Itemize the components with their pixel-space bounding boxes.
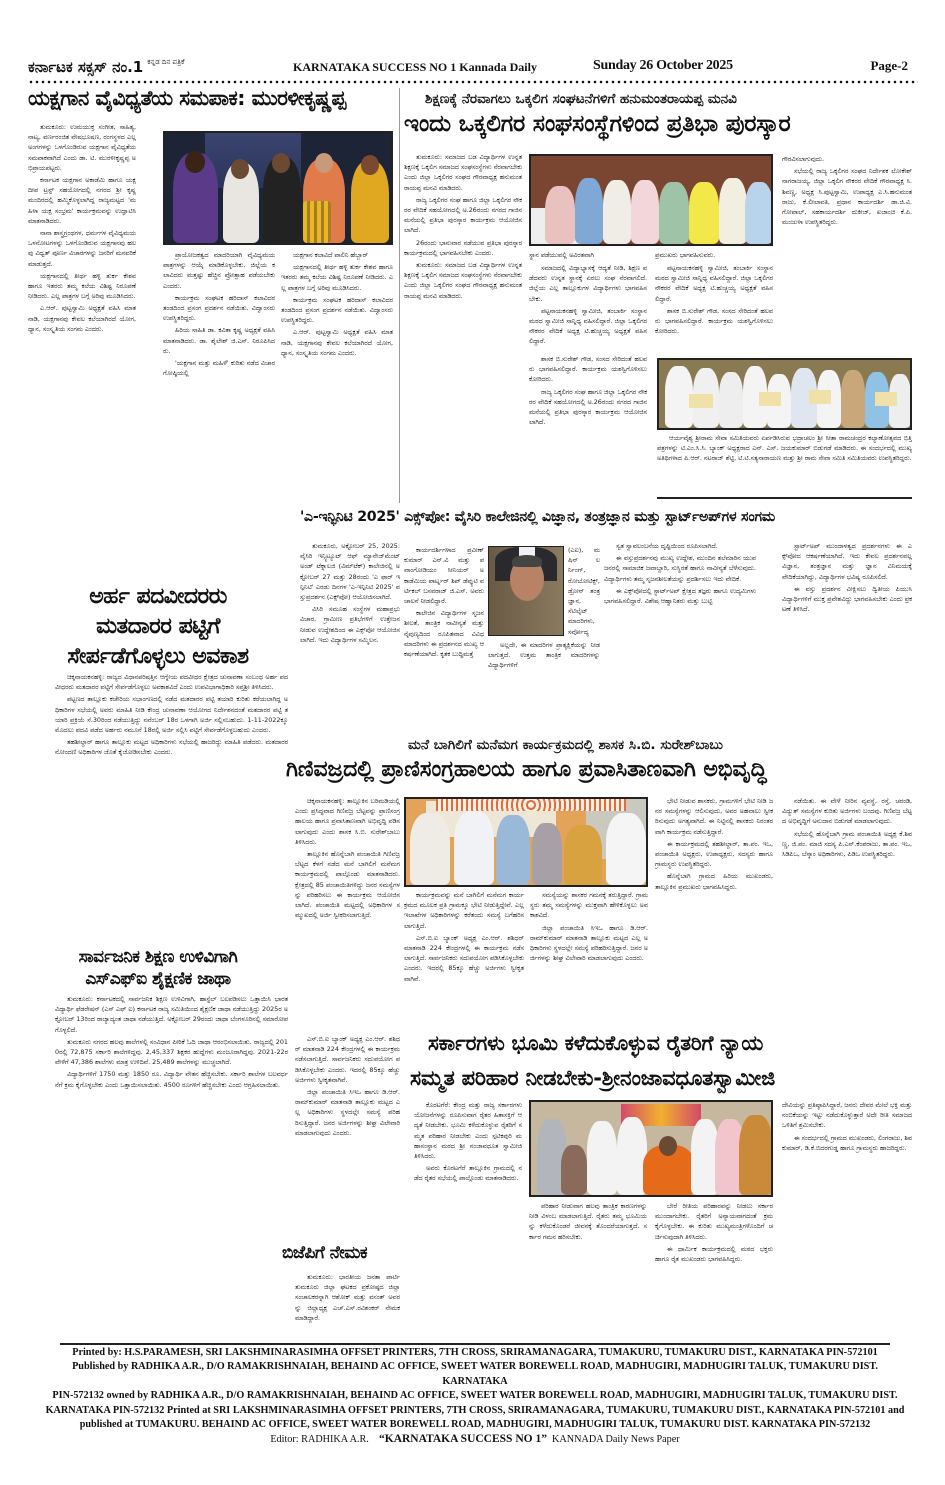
masthead-dotted-rule bbox=[28, 80, 918, 84]
farmers-headline-line2: ಸಮ್ಮತ ಪರಿಹಾರ ನೀಡಬೇಕು-ಶ್ರೀನಂಜಾವಧೂತಸ್ವಾಮೀಜಿ bbox=[410, 1066, 776, 1090]
okkaliga-caption-right: ಪ್ರಮುಖರು ಭಾಗವಹಿಸುವರು. bbox=[655, 251, 716, 259]
expo-body-col1 bbox=[300, 541, 400, 711]
paragraph: ಎಸ್.ಬಿ.ಐ ಬ್ಯಾಂಕ್ ಅಧ್ಯಕ್ಷ ಎಂ.ಆರ್. ಶಶಿಧರ್ ಮಾತನಾಡಿ 224 ಕೇಂದ್ರಗಳಲ್ಲಿ ಈ ಕಾರ್ಯಕ್ರಮ ನಡೆಸಲಾಗುತ್ತಿದೆ. ಸಾರ್ವಜನಿಕರು ಸದುಪಯೋಗ ಪಡಿಸಿಕೊಳ್ಳಬೇಕು ಎಂದರು. ಇದರಲ್ಲಿ 85ಕ್ಕೂ ಹೆಚ್ಚು ಅರ್ಜಿಗಳು ಸ್ವೀಕೃತವಾಗಿವೆ. bbox=[295, 1035, 400, 1084]
poster-prop bbox=[809, 390, 831, 404]
paragraph: ಚಿಕ್ಕನಾಯಕನಹಳ್ಳಿ: ತಾಲ್ಲೂಕಿನ ಬರಿಮಡಿಯಲ್ಲಿ ಎಂದು ಪ್ರಸಿದ್ಧವಾದ ಗಿಣಿವಜ್ರ ಬೆಟ್ಟವನ್ನು ಪ್ರಾಣಿಸಂಗ್ರಹಾಲಯ ಹಾಗೂ ಪ್ರವಾಸಿತಾಣವಾಗಿ ಅಭಿವೃದ್ಧಿ ಪಡಿಸಲಾಗುವುದು ಎಂದು ಶಾಸಕ ಸಿ.ಬಿ. ಸುರೇಶ್‌ಬಾಬು ತಿಳಿಸಿದರು. bbox=[295, 797, 400, 846]
paragraph: ತುಮಕೂರು: ಸಮಾಜದ ಬಡ ವಿದ್ಯಾರ್ಥಿಗಳ ಉನ್ನತ ಶಿಕ್ಷಣಕ್ಕೆ ಒಕ್ಕಲಿಗ ಸಮಾಜದ ಸಂಘಸಂಸ್ಥೆಗಳು ನೆರವಾಗಬೇಕು ಎಂದು ಜಿಲ್ಲಾ ಒಕ್ಕಲಿಗರ ಸಂಘದ ಗೌರವಾಧ್ಯಕ್ಷ ಹನುಮಂತರಾಯಪ್ಪ ಮನವಿ ಮಾಡಿದರು. bbox=[404, 261, 522, 300]
okkaliga-body-col3 bbox=[782, 154, 912, 354]
paragraph: ಸ್ವತ ಸ್ವಾವಲಂಬನೆಯ ದೃಷ್ಟಿಯಿಂದ ರೂಪಿಸಲಾಗಿದೆ. bbox=[616, 542, 718, 550]
farmers-body-col3 bbox=[655, 1201, 773, 1338]
paragraph: ಈ ಕಾರ್ಯಕ್ರಮದಲ್ಲಿ ತಹಶೀಲ್ದಾರ್, ತಾ.ಪಂ. ಇಒ, ಪಂಚಾಯಿತಿ ಅಧ್ಯಕ್ಷರು, ಉಪಾಧ್ಯಕ್ಷರು, ಸದಸ್ಯರು ಹಾಗೂ ಗ್ರಾಮಸ್ಥರು ಉಪಸ್ಥಿತರಿದ್ದರು. bbox=[655, 839, 773, 869]
expo-body-col4 bbox=[604, 541, 756, 711]
paragraph: ಎ.ಆರ್. ಪುಟ್ಟಸ್ವಾಮಿ ಅಧ್ಯಕ್ಷತೆ ವಹಿಸಿ ಮಾತನಾಡಿ, ಯಕ್ಷಗಾನವು ಕೇವಲ ಕಲೆಯಾಗಿರದೆ ಯೋಗ, ಧ್ಯಾನ, ಸಂಸ್ಕೃತಿಯ ಸಂಗಮ ಎಂದರು. bbox=[28, 304, 136, 333]
person-figure bbox=[719, 372, 743, 428]
okkaliga-body-col2b bbox=[655, 263, 773, 351]
museum-kicker: ಮನೆ ಬಾಗಿಲಿಗೆ ಮನೆಮಗ ಕಾರ್ಯಕ್ರಮದಲ್ಲಿ ಶಾಸಕ ಸಿ.ಬಿ. ಸುರೇಶ್‌ಬಾಬು bbox=[408, 737, 723, 753]
paragraph: ಕರ್ನಾಟಕ ಯಕ್ಷಗಾನ ಅಕಾಡೆಮಿ ಹಾಗೂ ಯಕ್ಷದೀಪ ಟ್ರಸ್ಟ್ ಸಹಯೋಗದಲ್ಲಿ ನಗರದ ಶ್ರೀ ಕೃಷ್ಣ ಮಂದಿರದಲ್ಲಿ ಹಮ್ಮಿಕೊಳ್ಳಲಾಗಿದ್ದ ರಾಜ್ಯಮಟ್ಟದ 'ಮಹಿಳಾ ಯಕ್ಷ ಸಂಭ್ರಮ' ಕಾರ್ಯಕ್ರಮವನ್ನು ಉದ್ಘಾಟಿಸಿ ಮಾತನಾಡಿದರು. bbox=[28, 176, 136, 225]
paragraph: ಪಟ್ಟನಾಯಕನಹಳ್ಳಿ ಸ್ವಾಮೀಜಿ, ತಂಬಾರ್ಕಿ ಸಂಸ್ಥಾನ ಮಠದ ಸ್ವಾಮೀಜಿ ಸಾನ್ನಿಧ್ಯ ವಹಿಸಲಿದ್ದಾರೆ. ಜಿಲ್ಲಾ ಒಕ್ಕಲಿಗರ ನೌಕರರ ವೇದಿಕೆ ಅಧ್ಯಕ್ಷ ಟಿ.ಹುಚ್ಚಯ್ಯ ಅಧ್ಯಕ್ಷತೆ ವಹಿಸಲಿದ್ದಾರೆ. bbox=[655, 264, 773, 303]
expo-body-col3 bbox=[488, 640, 600, 712]
yakshagana-body-col2 bbox=[163, 250, 275, 550]
person-head bbox=[231, 159, 249, 179]
museum-body-col2 bbox=[404, 890, 524, 1025]
museum-body-continued bbox=[295, 1034, 400, 1238]
person-figure bbox=[561, 1145, 587, 1195]
museum-body-col1 bbox=[295, 796, 400, 1028]
paragraph: ಕಾಲೇಜಿನ ವಿದ್ಯಾರ್ಥಿಗಳ ಸೃಜನಶೀಲತೆ, ತಾಂತ್ರಿಕ ನಾವೀನ್ಯತೆ ಮತ್ತು ನೈಪುಣ್ಯದಿಂದ ರೂಪಿತವಾದ ವಿವಿಧ ಮಾದರಿಗಳು ಈ ಪ್ರದರ್ಶನದ ಮುಖ್ಯ ಆಕರ್ಷಣೆಯಾಗಿದೆ. ಕೃತಕ ಬುದ್ಧಿಮತ್ತೆ bbox=[404, 609, 484, 659]
farmers-headline-line1: ಸರ್ಕಾರಗಳು ಭೂಮಿ ಕಳೆದುಕೊಳ್ಳುವ ರೈತರಿಗೆ ನ್ಯಾಯ bbox=[428, 1031, 764, 1055]
person-figure bbox=[739, 1115, 773, 1195]
paragraph: ತುಮಕೂರು ನಗರದ ಹಲವು ಶಾಲೆಗಳಲ್ಲಿ ಸಂವಿಧಾನ ಪೀಠಿಕೆ ಓದಿ ಜಾಥಾ ಆರಂಭಿಸಲಾಯಿತು. ರಾಜ್ಯದಲ್ಲಿ 2010ರಲ್ಲಿ 72,875 ಸರ್ಕಾರಿ ಶಾಲೆಗಳಿದ್ದವು. 2,45,337 ಶಿಕ್ಷಕರ ಹುದ್ದೆಗಳು ಮಂಜೂರಾಗಿದ್ದವು. 2021-22ರ ವೇಳೆಗೆ 47,386 ಶಾಲೆಗಳು ಮಾತ್ರ ಉಳಿದಿವೆ. 25,489 ಶಾಲೆಗಳನ್ನು ಮುಚ್ಚಲಾಗಿದೆ. bbox=[55, 1037, 288, 1067]
ramaseva-photo bbox=[657, 358, 912, 430]
museum-headline: ಗಿಣಿವಜ್ರದಲ್ಲಿ ಪ್ರಾಣಿಸಂಗ್ರಹಾಲಯ ಹಾಗೂ ಪ್ರವಾಸಿತಾಣವಾಗಿ ಅಭಿವೃದ್ಧಿ bbox=[286, 756, 767, 782]
expo-body-col3a bbox=[568, 545, 600, 637]
paragraph: ಸಭೆಯಲ್ಲಿ ರಾಜ್ಯ ಒಕ್ಕಲಿಗರ ಸಂಘದ ನಿರ್ದೇಶಕ ಲೋಕೇಶ್ ನಾಗರಾಜಯ್ಯ, ಜಿಲ್ಲಾ ಒಕ್ಕಲಿಗ ನೌಕರರ ವೇದಿಕೆ ಗೌರವಾಧ್ಯಕ್ಷ ಸಿ.ಶಿವಣ್ಣ, ಅಧ್ಯಕ್ಷ ಸಿ.ಪುಟ್ಟಸ್ವಾಮಿ, ಉಪಾಧ್ಯಕ್ಷ ಎ.ಸಿ.ಹನುಮಂತರಾಜು, ಕೆ.ಲೀಲಾವತಿ, ಪ್ರಧಾನ ಕಾರ್ಯದರ್ಶಿ ಡಾ.ಜಿ.ವಿ.ಗೋಪಾಲ್, ಸಹಕಾರ್ಯದರ್ಶಿ ದುಕೀಜ್, ಖಜಾಂಚಿ ಕೆ.ಪಿ.ಮಂಜುಳಾ ಉಪಸ್ಥಿತರಿದ್ದರು. bbox=[782, 167, 912, 227]
paragraph: ಕಾರ್ಯಕ್ರಮವನ್ನು ಮನೆ ಬಾಗಿಲಿಗೆ ಮನೆಮಗ ಕಾರ್ಯಕ್ರಮದ ಮೂಲಕ ಪ್ರತಿ ಗ್ರಾಮಕ್ಕೂ ಭೇಟಿ ನೀಡುತ್ತಿದ್ದೇವೆ. ಎಲ್ಲ ಇಲಾಖೆಗಳ ಅಧಿಕಾರಿಗಳನ್ನು ಕರೆತಂದು ಸಮಸ್ಯೆ ಬಗೆಹರಿಸಲಾಗುತ್ತಿದೆ. bbox=[404, 891, 524, 930]
paragraph: ಕಾರ್ಯಕ್ರಮ ಸಂಘಟಕ ಹರಿದಾಸ್ ಕಲಾವಿದರ ತಂಡದಿಂದ ಪ್ರಸಂಗ ಪ್ರದರ್ಶನ ನಡೆಯಿತು. ವಿದ್ವಾಂಸರು ಉಪಸ್ಥಿತರಿದ್ದರು. bbox=[163, 293, 275, 323]
imprint-footer bbox=[40, 1346, 910, 1448]
farmers-photo bbox=[529, 1100, 773, 1197]
person-figure bbox=[545, 186, 575, 244]
person-figure bbox=[564, 825, 602, 885]
headline-line: ಅರ್ಹ ಪದವೀದರರು bbox=[89, 584, 227, 609]
paragraph: ಶಾಸಕ ಬಿ.ಸುರೇಶ್ ಗೌಡ, ಸಂಸದ ಸೇರಿದಂತೆ ಹಲವರು ಭಾಗವಹಿಸಲಿದ್ದಾರೆ. ಕಾರ್ಯಕ್ರಮ ಯಶಸ್ವಿಗೊಳಿಸಲು ಕೋರಿದರು. bbox=[655, 306, 773, 336]
paragraph: ತುಮಕೂರು, ಅಕ್ಟೋಬರ್ 25, 2025: ವೈಸಿರಿ ಇನ್ಸ್ಟಿಟ್ಯೂಟ್ ಆಫ್ ಮ್ಯಾನೇಜ್‌ಮೆಂಟ್ ಅಂಡ್ ಟೆಕ್ನಾಲಜಿ (ವಿಮ್‌ಟೆಕ್) ಕಾಲೇಜಿನಲ್ಲಿ ಅಕ್ಟೋಬರ್ 27 ಮತ್ತು 28ರಂದು 'ಎ ಫಾರ್ ಇನ್ಫಿನಿಟಿ' ಎರಡು ದಿನಗಳ 'ಎ-ಇನ್ಫಿನಿಟಿ 2025' ವಸ್ತುಪ್ರದರ್ಶನ (ಎಕ್ಸ್‌ಪೋ) ಆಯೋಜಿಸಲಾಗಿದೆ. bbox=[300, 542, 400, 602]
page-number: Page-2 bbox=[870, 58, 908, 73]
paragraph: ಈ ವಸ್ತು ಪ್ರದರ್ಶನ ವೀಕ್ಷಿಸಲು ದ್ವಿತೀಯ ಪಿಯುಸಿ ವಿದ್ಯಾರ್ಥಿಗಳಿಗೆ ಮುಕ್ತ ಪ್ರವೇಶವಿದ್ದು ಭಾಗವಹಿಸಬೇಕು ಎಂದು ಪ್ರಕಟಣೆ ತಿಳಿಸಿದೆ. bbox=[782, 584, 912, 614]
paragraph: ರಾಜ್ಯ ಒಕ್ಕಲಿಗರ ಸಂಘ ಹಾಗೂ ಜಿಲ್ಲಾ ಒಕ್ಕಲಿಗರ ನೌಕರರ ವೇದಿಕೆ ಸಹಯೋಗದಲ್ಲಿ ಅ.26ರಂದು ನಗರದ ಗಾಜಿನಮನೆಯಲ್ಲಿ ಪ್ರತಿಭಾ ಪುರಸ್ಕಾರ ಕಾರ್ಯಕ್ರಮ ಆಯೋಜಿಸಲಾಗಿದೆ. bbox=[404, 195, 522, 235]
paragraph: ಸಮಸ್ಯೆಯನ್ನು ಶಾಸಕರ ಗಮನಕ್ಕೆ ತರುತ್ತಿದ್ದಾರೆ. ಗ್ರಾಮಸ್ಥರು ತಮ್ಮ ಸಮಸ್ಯೆಗಳನ್ನು ಮುಕ್ತವಾಗಿ ಹೇಳಿಕೊಳ್ಳಲು ಅವಕಾಶವಿದೆ. bbox=[530, 891, 648, 920]
yakshagana-headline: ಯಕ್ಷಗಾನ ವೈವಿಧ್ಯತೆಯ ಸಮಪಾಕ: ಮುರಳೀಕೃಷ್ಣಪ್ಪ bbox=[28, 86, 346, 110]
sfi-body bbox=[55, 994, 288, 1339]
imprint-line: KARNATAKA PIN-572132 Printed at SRI LAKSHMINARASIMHA OFFSET PRINTERS, 7TH CROSS, SRIRAMANAGARA, TUMAKURU, TUMAKURU DIST., KARNATAKA PIN-572101 and bbox=[45, 1404, 905, 1416]
person-figure bbox=[603, 180, 631, 244]
paragraph: ಈ ಸಂದರ್ಭದಲ್ಲಿ ಗ್ರಾಮದ ಮುಖಂಡರು, ಲಿಂಗರಾಜು, ಶಿವಕುಮಾರ್, ಡಿ.ಕೆ.ಬಿದರಗುಡ್ಡ ಹಾಗೂ ಗ್ರಾಮಸ್ಥರು ಹಾಜರಿದ್ದರು. bbox=[782, 1133, 912, 1152]
person-figure bbox=[532, 823, 562, 885]
voters-headline bbox=[28, 582, 288, 672]
person-figure bbox=[689, 182, 719, 244]
paragraph: ಈ ಎಕ್ಸ್‌ಪೋದಲ್ಲಿ ಸ್ಟಾರ್ಟ್ಅಪ್ ಕ್ಷೇತ್ರದ ತಜ್ಞರು ಹಾಗೂ ಉದ್ಯಮಿಗಳು ಭಾಗವಹಿಸಲಿದ್ದಾರೆ. ವಿಶೇಷ ಆಹ್ವಾನಿತರು ಮತ್ತು ಬುಟ್ಟಿ bbox=[604, 586, 756, 606]
farmers-body-col4 bbox=[782, 1100, 912, 1338]
paragraph: 'ಯಕ್ಷಗಾನ ಮತ್ತು ಮಹಿಳೆ' ಕುರಿತು ನಡೆದ ವಿಚಾರಗೋಷ್ಠಿಯಲ್ಲಿ bbox=[163, 359, 275, 378]
paragraph: ಪರಿಹಾರ ನೀಡುವಾಗ ಹಲವು ತಾಂತ್ರಿಕ ಕಾರಣಗಳನ್ನು ನೀಡಿ ವಿಳಂಬ ಮಾಡಲಾಗುತ್ತಿದೆ. ರೈತರು ತಮ್ಮ ಭೂಮಿಯನ್ನು ಕಳೆದುಕೊಂಡರೆ ಜೀವನಕ್ಕೆ ತೊಂದರೆಯಾಗುತ್ತದೆ. ಸರ್ಕಾರ ಗಮನ ಹರಿಸಬೇಕು. bbox=[529, 1202, 647, 1241]
person-head bbox=[315, 153, 333, 173]
person-figure bbox=[496, 815, 530, 885]
yakshagana-body-col1 bbox=[28, 122, 136, 552]
person-head bbox=[659, 1136, 677, 1156]
paragraph: ಪ್ರಾಯೋಜಕತ್ವದ ಮಾದರಿಯಾಗಿ ವೈವಿಧ್ಯಮಯ ಪಾತ್ರಗಳನ್ನು ಆಯ್ಕೆ ಮಾಡಿಕೊಳ್ಳಬೇಕು. ಜಿಲ್ಲೆಯ ಕಲಾವಿದರು ಮತ್ತಷ್ಟು ಹೆಚ್ಚಿನ ಪ್ರೋತ್ಸಾಹ ಪಡೆಯಬೇಕು ಎಂದರು. bbox=[163, 251, 275, 290]
headline-line: ಎಸ್‌ಎಫ್‌ಐ ಶೈಕ್ಷಣಿಕ ಜಾಥಾ bbox=[85, 969, 231, 989]
museum-body-col3 bbox=[530, 890, 648, 1025]
person-figure bbox=[606, 813, 646, 885]
paragraph: ಕೊರಟಗೆರೆ: ಕೇಂದ್ರ ಮತ್ತು ರಾಜ್ಯ ಸರ್ಕಾರಗಳು ಯೋಜನೆಗಳನ್ನು ರೂಪಿಸುವಾಗ ರೈತರ ಹಿತಾಸಕ್ತಿಗೆ ಆದ್ಯತೆ ನೀಡಬೇಕು. ಭೂಮಿ ಕಳೆದುಕೊಳ್ಳುವ ರೈತರಿಗೆ ಸಮ್ಮತ ಪರಿಹಾರ ನೀಡಬೇಕು ಎಂದು ಸ್ಫಟಿಕಪುರಿ ಮಹಾಸಂಸ್ಥಾನ ಮಠದ ಶ್ರೀ ನಂಜಾವಧೂತ ಸ್ವಾಮೀಜಿ ತಿಳಿಸಿದರು. bbox=[414, 1101, 522, 1161]
paragraph: ಪಟ್ಟಣದ ತಾಲ್ಲೂಕು ಕಚೇರಿಯ ಸಭಾಂಗಣದಲ್ಲಿ ನಡೆದ ಮತದಾರರ ಪಟ್ಟಿ ತಯಾರಿ ಕುರಿತು ಕರೆಯಲಾಗಿದ್ದ ಅಧಿಕಾರಿಗಳ ಸಭೆಯಲ್ಲಿ ಅವರು ಮಾಹಿತಿ ನೀಡಿ ಕೇಂದ್ರ ಚುನಾವಣಾ ಆಯೋಗದ ನಿರ್ದೇಶನದಂತೆ ಮತದಾರರ ಪಟ್ಟಿ ತಯಾರಿ ಪ್ರಕ್ರಿಯೆ ಸೆ.30ರಿಂದ ನಡೆಯುತ್ತಿದ್ದು ನವೆಂಬರ್ 18ರ ಒಳಗಾಗಿ ಅರ್ಜಿ ಸಲ್ಲಿಸಬಹುದು. 1-11-2022ಕ್ಕೂ ಮೊದಲು ಪದವಿ ಪಡೆದ ಅರ್ಹರು ನಮೂನೆ 18ರಲ್ಲಿ ಅರ್ಜಿ ಸಲ್ಲಿಸಿ ಪಟ್ಟಿಗೆ ಸೇರ್ಪಡೆಗೊಳ್ಳಬಹುದು ಎಂದರು. bbox=[55, 695, 288, 735]
poster-prop bbox=[689, 394, 713, 408]
paragraph: ಈ ಧಾರ್ಮಿಕ ಕಾರ್ಯಕ್ರಮದಲ್ಲಿ ಮಠದ ಭಕ್ತರು ಹಾಗೂ ರೈತ ಮುಖಂಡರು ಭಾಗವಹಿಸಿದ್ದರು. bbox=[655, 1244, 773, 1264]
bjp-headline: ಬಿಜೆಪಿಗೆ ನೇಮಕ bbox=[282, 1243, 368, 1263]
yakshagana-photo bbox=[163, 131, 393, 245]
drum-prop bbox=[303, 201, 331, 243]
imprint-line: Published by RADHIKA A.R., D/O RAMAKRISHNAIAH, BEHAIND AC OFFICE, SWEET WATER BOREWELL ROAD, MADHUGIRI, MADHUGIRI TALUK, TUMAKURU DIST. KARNATAKA bbox=[72, 1361, 878, 1387]
paragraph: ನಾನಾ ಶಾಸ್ತ್ರಗ್ರಂಥಗಳ, ಧರ್ಮಗಳ ವೈವಿಧ್ಯಮಯ ಒಳನೋಟಗಳನ್ನು ಒಳಗೊಂಡಿರುವ ಯಕ್ಷಗಾನವು ಹಲವು ವಿಧ್ವತ್ ಪೂರ್ಣ ವಿಚಾರಗಳನ್ನು ಜನರಿಗೆ ಮನವರಿಕೆ ಮಾಡುತ್ತದೆ. bbox=[28, 229, 136, 268]
okkaliga-body-col1 bbox=[404, 152, 522, 497]
kannada-tagline: ಕನ್ನಡ ದಿನ ಪತ್ರಿಕೆ bbox=[147, 58, 185, 66]
paragraph: ಗೌರವಿಸಲಾಗುವುದು. bbox=[782, 155, 825, 163]
paper-name: “KARNATAKA SUCCESS NO 1” bbox=[379, 1433, 547, 1446]
paragraph: ಭೇಟಿ ನೀಡುವ ಶಾಸಕರು, ಗ್ರಾಮಗಳಿಗೆ ಭೇಟಿ ನೀಡಿ ಜನರ ಸಮಸ್ಯೆಗಳನ್ನು ಆಲಿಸುವುದು, ಅವರ ಅಹವಾಲು ಸ್ವೀಕರಿಸುವುದು ಅಗತ್ಯವಾಗಿದೆ. ಈ ನಿಟ್ಟಿನಲ್ಲಿ ಶಾಸಕರು ನಿರಂತರವಾಗಿ ಕಾರ್ಯಕ್ರಮ ನಡೆಸುತ್ತಿದ್ದಾರೆ. bbox=[655, 797, 773, 836]
museum-body-col4 bbox=[655, 796, 773, 1026]
okkaliga-body-col2c bbox=[529, 354, 647, 499]
paragraph: ತಾಲ್ಲೂಕಿನ ಹೊನ್ನೆಬಾಗಿ ಪಂಚಾಯಿತಿ ಗಿಣಿವಜ್ರ ಬೆಟ್ಟದ ಕೆಳಗೆ ನಡೆದ ಮನೆ ಬಾಗಿಲಿಗೆ ಮನೆಮಗ ಕಾರ್ಯಕ್ರಮದಲ್ಲಿ ಪಾಲ್ಗೊಂಡು ಮಾತನಾಡಿದರು. ಕ್ಷೇತ್ರದಲ್ಲಿ 85 ಪಂಚಾಯಿತಿಗಳಿದ್ದು ಜನರ ಸಮಸ್ಯೆಗಳನ್ನು ಪರಿಹರಿಸಲು ಈ ಕಾರ್ಯಕ್ರಮ ಆಯೋಜಿಸಲಾಗಿದೆ. ಪಂಚಾಯಿತಿ ಮಟ್ಟದಲ್ಲಿ ಅಧಿಕಾರಿಗಳ ಸಮ್ಮುಖದಲ್ಲಿ ಅರ್ಜಿ ಸ್ವೀಕರಿಸಲಾಗುತ್ತಿದೆ. bbox=[295, 850, 400, 920]
paragraph: ಚಿಕ್ಕನಾಯಕನಹಳ್ಳಿ: ರಾಜ್ಯದ ವಿಧಾನಪರಿಷತ್ತಿನ ಆಗ್ನೇಯ ಪದವೀಧರ ಕ್ಷೇತ್ರದ ಚುನಾವಣಾ ಸಂಬಂಧ ಅರ್ಹ ಪದವೀಧರರು ಮತದಾರರ ಪಟ್ಟಿಗೆ ಸೇರ್ಪಡೆಗೊಳ್ಳಲು ಅವಕಾಶವಿದೆ ಎಂದು ಉಪವಿಭಾಗಾಧಿಕಾರಿ ಸಪ್ತಶ್ರೀ ತಿಳಿಸಿದರು. bbox=[55, 673, 288, 692]
paragraph: ತುಮಕೂರು: ಭಾರತೀಯ ಜನತಾ ಪಾರ್ಟಿ ತುಮಕೂರು ಜಿಲ್ಲಾ ಘಟಕದ ಪ್ರಕೋಷ್ಠದ ಜಿಲ್ಲಾ ಸಂಚಾಲಕರನ್ನಾಗಿ ಆಶೋಕ್ ಮತ್ತು ವಸಂತ್ ಅವರನ್ನು ಜಿಲ್ಲಾಧ್ಯಕ್ಷ ಎಚ್.ಎಸ್.ರವಿಶಂಕರ್ ನೇಮಕ ಮಾಡಿದ್ದಾರೆ. bbox=[295, 1273, 400, 1322]
person-figure bbox=[575, 178, 603, 244]
paragraph: ತುಮಕೂರು: ಉಮಯುಕ್ತ ಸಂಗೀತ, ಸಾಹಿತ್ಯ, ನಾಟ್ಯ, ವರ್ಣರಂಜಿತ ವೇಷಭೂಷಣ, ರಂಗಸ್ಥಳದ ಎಲ್ಲ ಅಂಗಗಳನ್ನು ಒಳಗೊಂಡಿರುವ ಯಕ್ಷಗಾನ ವೈವಿಧ್ಯತೆಯ ಸಮಪಾಕವಾಗಿದೆ ಎಂದು ಡಾ. ಟಿ. ಮುರಳೀಕೃಷ್ಣಪ್ಪ ಅಭಿಪ್ರಾಯಪಟ್ಟರು. bbox=[28, 123, 136, 172]
paragraph: ಎ.ಆರ್. ಪುಟ್ಟಸ್ವಾಮಿ ಅಧ್ಯಕ್ಷತೆ ವಹಿಸಿ ಮಾತನಾಡಿ, ಯಕ್ಷಗಾನವು ಕೇವಲ ಕಲೆಯಾಗಿರದೆ ಯೋಗ, ಧ್ಯಾನ, ಸಂಸ್ಕೃತಿಯ ಸಂಗಮ ಎಂದರು. bbox=[281, 328, 393, 357]
issue-date: Sunday 26 October 2025 bbox=[593, 58, 733, 73]
paragraph: ಕಾರ್ಯಕ್ರಮ ಸಂಘಟಕ ಹರಿದಾಸ್ ಕಲಾವಿದರ ತಂಡದಿಂದ ಪ್ರಸಂಗ ಪ್ರದರ್ಶನ ನಡೆಯಿತು. ವಿದ್ವಾಂಸರು ಉಪಸ್ಥಿತರಿದ್ದರು. bbox=[281, 295, 393, 325]
paragraph: ಯಕ್ಷಗಾನದಲ್ಲಿ ತೀರ್ಥ ಹಳ್ಳಿ ತುರ್ಕ ಕೇಶವ ಹಾಗೂ ಇತರರು ತಮ್ಮ ಕಲೆಯ ವಿಶಿಷ್ಟ ನಿರೂಪಣೆ ನೀಡಿದರು. ಎಲ್ಲ ಪಾತ್ರಗಳ ಬಗ್ಗೆ ಅರಿವು ಮೂಡಿಸಿದರು. bbox=[28, 271, 136, 301]
paragraph: ಸ್ಟಾರ್ಟ್‌ಅಪ್ ಮುಂದಾಳತ್ವದ ಪ್ರದರ್ಶನಗಳು ಈ ಎಕ್ಸ್‌ಪೋದ ಆಕರ್ಷಣೆಯಾಗಿದೆ. ಇದು ಕೇವಲ ಪ್ರದರ್ಶನವಲ್ಲ ವಿಜ್ಞಾನ, ತಂತ್ರಜ್ಞಾನ ಮತ್ತು ಜ್ಞಾನ ವಿನಿಮಯಕ್ಕೆ ವೇದಿಕೆಯಾಗಿದ್ದು, ವಿದ್ಯಾರ್ಥಿಗಳ ಭವಿಷ್ಯ ರೂಪಿಸಲಿದೆ. bbox=[782, 542, 912, 581]
person-figure bbox=[631, 180, 659, 244]
bjp-body bbox=[295, 1272, 400, 1338]
masthead-kannada-title bbox=[28, 58, 184, 76]
kannada-title: ಕರ್ನಾಟಕ ಸಕ್ಸಸ್ ನಂ.1 bbox=[28, 58, 144, 76]
poster-prop bbox=[759, 392, 781, 406]
imprint-line: published at TUMAKURU. BEHAIND AC OFFICE, SWEET WATER BOREWELL ROAD, MADHUGIRI, MADHUGIRI TALUK, TUMAKURU DIST. KARNATAKA PIN-572132 bbox=[79, 1419, 871, 1431]
person-head bbox=[185, 151, 205, 173]
paragraph: ರಾಜ್ಯ ಒಕ್ಕಲಿಗರ ಸಂಘ ಹಾಗೂ ಜಿಲ್ಲಾ ಒಕ್ಕಲಿಗರ ನೌಕರರ ವೇದಿಕೆ ಸಹಯೋಗದಲ್ಲಿ ಅ.26ರಂದು ನಗರದ ಗಾಜಿನಮನೆಯಲ್ಲಿ ಪ್ರತಿಭಾ ಪುರಸ್ಕಾರ ಕಾರ್ಯಕ್ರಮ ಆಯೋಜಿಸಲಾಗಿದೆ. bbox=[529, 387, 647, 427]
headline-line: ಸಾರ್ವಜನಿಕ ಶಿಕ್ಷಣ ಉಳಿವಿಗಾಗಿ bbox=[78, 947, 238, 967]
paragraph: ಹೊನ್ನೆಬಾಗಿ ಗ್ರಾಮದ ಹಿರಿಯ ಮುಖಂಡರು, ತಾಲ್ಲೂಕಿನ ಪ್ರಮುಖರು ಭಾಗವಹಿಸಿದ್ದರು. bbox=[655, 872, 773, 891]
paragraph: ದೇವಿಯನ್ನು ಪ್ರತಿಷ್ಠಾಪಿಸಿದ್ದಾರೆ, ಜನರು ದೇವರ ಮೇಲೆ ಭಕ್ತಿ ಮತ್ತು ನಂಬಿಕೆಯನ್ನು ಇಟ್ಟು ನಡೆದುಕೊಳ್ಳುತ್ತಾರೆ ಅದೇ ರೀತಿ ಸಮಾಜದ ಒಳಿತಿಗೆ ಶ್ರಮಿಸಬೇಕು. bbox=[782, 1101, 912, 1130]
paragraph: ಸಮಾಜದಲ್ಲಿ ವಿದ್ಯಾಭ್ಯಾಸಕ್ಕೆ ಆದ್ಯತೆ ನೀಡಿ, ಶಿಕ್ಷಣ ಪಡೆದವರು ಉನ್ನತ ಸ್ಥಾನಕ್ಕೆ ಏರಲು ಸಂಘ ನೆರವಾಗಲಿದೆ. ಜಿಲ್ಲೆಯ ಎಲ್ಲ ತಾಲ್ಲೂಕುಗಳ ವಿದ್ಯಾರ್ಥಿಗಳು ಭಾಗವಹಿಸಬೇಕು. bbox=[529, 264, 647, 303]
sfi-headline bbox=[28, 946, 288, 990]
paragraph: ತುಮಕೂರು: ಕರ್ನಾಟಕದಲ್ಲಿ ಸಾರ್ವಜನಿಕ ಶಿಕ್ಷಣ ಉಳಿವಿಗಾಗಿ, ಹಾಸ್ಟೆಲ್ ಬಲಪಡಿಸಲು ಒತ್ತಾಯಿಸಿ ಭಾರತ ವಿದ್ಯಾರ್ಥಿ ಫೆಡರೇಷನ್ (ಎಸ್ ಎಫ್ ಐ) ಕರ್ನಾಟಕ ರಾಜ್ಯ ಸಮಿತಿಯಿಂದ ಶೈಕ್ಷಣಿಕ ಜಾಥಾ ನಡೆಯುತ್ತಿದ್ದು 2025ರ ಅಕ್ಟೋಬರ್ 13ರಿಂದ ರಾಜ್ಯಾದ್ಯಂತ ಜಾಥಾ ನಡೆಯುತ್ತಿದೆ. ಅಕ್ಟೋಬರ್ 29ರಂದು ಜಾಥಾ ಬೆಂಗಳೂರಿನಲ್ಲಿ ಸಮಾರೋಪಗೊಳ್ಳಲಿದೆ. bbox=[55, 995, 288, 1034]
person-figure bbox=[587, 1121, 617, 1195]
portrait-hair bbox=[512, 555, 542, 567]
okkaliga-headline: ಇಂದು ಒಕ್ಕಲಿಗರ ಸಂಘಸಂಸ್ಥೆಗಳಿಂದ ಪ್ರತಿಭಾ ಪುರಸ್ಕಾರ bbox=[404, 111, 791, 137]
masthead-english-title: KARNATAKA SUCCESS NO 1 Kannada Daily bbox=[293, 60, 537, 74]
person-figure bbox=[841, 370, 865, 428]
okkaliga-kicker: ಶಿಕ್ಷಣಕ್ಕೆ ನೆರವಾಗಲು ಒಕ್ಕಲಿಗ ಸಂಘಟನೆಗಳಿಗೆ ಹನುಮಂತರಾಯಪ್ಪ ಮನವಿ bbox=[425, 91, 737, 107]
paragraph: ಕಾರ್ಯದರ್ಶಿಗಳಾದ ಪ್ರವೀಣ್ ಕುಮಾರ್ ಎನ್.ವಿ ಮತ್ತು ಪವಾಂಗೋಡಿಯಂ ಸೀನಿಯರ್ ಅಕಾಡೆಮಿಯ ಪಾರ್ಟ್ನರ್ ಶಿಪ್ ಡೆಪ್ಯುಟಿ ವರ್ಟಿಕಲ್ ಬಸವರಾಜ್ ಜಿ.ಎಸ್. ಅವರು ಚಾಲನೆ ನೀಡಲಿದ್ದಾರೆ. bbox=[404, 546, 484, 606]
paragraph: ಅವರು ಕೊರಟಗೆರೆ ತಾಲ್ಲೂಕಿನ ಗ್ರಾಮದಲ್ಲಿ ನಡೆದ ರೈತರ ಸಭೆಯಲ್ಲಿ ಪಾಲ್ಗೊಂಡು ಮಾತನಾಡಿದರು. bbox=[414, 1164, 522, 1183]
paragraph: ಹಿರಿಯ ಸಾಹಿತಿ ಡಾ. ಕವಿತಾ ಕೃಷ್ಣ ಅಧ್ಯಕ್ಷತೆ ವಹಿಸಿ ಮಾತನಾಡಿದರು. ಡಾ. ಶೈಲೇಶ್ ಜಿ.ಎಸ್. ನಿರೂಪಿಸಿದರು. bbox=[163, 326, 275, 355]
yakshagana-body-col3 bbox=[281, 250, 393, 550]
paragraph: ವಿಸಿರಿ ಸಮೂಹ ಸಂಸ್ಥೆಗಳ ಮಹಾಪ್ರಭು ವಿಚಾರ, ಗ್ರಾಮೀಣ ಪ್ರತಿಭೆಗಳಿಗೆ ಉತ್ತೇಜನ ನೀಡುವ ಉದ್ದೇಶದಿಂದ ಈ ಎಕ್ಸ್‌ಪೋ ಆಯೋಜಿಸಲಾಗಿದೆ. ಇದು ವಿದ್ಯಾರ್ಥಿಗಳ ಸಮ್ಮಿಲನ. bbox=[300, 605, 400, 644]
okkaliga-caption-left: ಸ್ಥಾನ ಪಡೆಯುವಲ್ಲಿ ಅವಿರತವಾಗಿ bbox=[529, 251, 594, 259]
paragraph: ಯಕ್ಷಗಾನದಲ್ಲಿ ತೀರ್ಥ ಹಳ್ಳಿ ತುರ್ಕ ಕೇಶವ ಹಾಗೂ ಇತರರು ತಮ್ಮ ಕಲೆಯ ವಿಶಿಷ್ಟ ನಿರೂಪಣೆ ನೀಡಿದರು. ಎಲ್ಲ ಪಾತ್ರಗಳ ಬಗ್ಗೆ ಅರಿವು ಮೂಡಿಸಿದರು. bbox=[281, 263, 393, 292]
editor-line bbox=[40, 1432, 910, 1447]
paragraph: ಯಕ್ಷಗಾನ ಕಲಾವಿದೆ ಪಾಲಿನಿ ಹೆಬ್ಬಾರ್ bbox=[293, 251, 368, 259]
paragraph: ಜಿಲ್ಲಾ ಪಂಚಾಯಿತಿ ಸಿಇಒ ಹಾಗೂ ಡಿ.ಆರ್. ರಾಮ್‌ಕುಮಾರ್ ಮಾತನಾಡಿ ತಾಲ್ಲೂಕು ಮಟ್ಟದ ಎಲ್ಲ ಅಧಿಕಾರಿಗಳು ಸ್ಥಳದಲ್ಲೇ ಸಮಸ್ಯೆ ಪರಿಹರಿಸುತ್ತಿದ್ದಾರೆ. ಜನರ ಅರ್ಜಿಗಳನ್ನು ಶೀಘ್ರ ವಿಲೇವಾರಿ ಮಾಡಲಾಗುವುದು ಎಂದರು. bbox=[295, 1088, 400, 1137]
expo-portrait-photo bbox=[488, 546, 564, 636]
paragraph: ಎಸ್.ಬಿ.ಐ ಬ್ಯಾಂಕ್ ಅಧ್ಯಕ್ಷ ಎಂ.ಆರ್. ಶಶಿಧರ್ ಮಾತನಾಡಿ 224 ಕೇಂದ್ರಗಳಲ್ಲಿ ಈ ಕಾರ್ಯಕ್ರಮ ನಡೆಸಲಾಗುತ್ತಿದೆ. ಸಾರ್ವಜನಿಕರು ಸದುಪಯೋಗ ಪಡಿಸಿಕೊಳ್ಳಬೇಕು ಎಂದರು. ಇದರಲ್ಲಿ 85ಕ್ಕೂ ಹೆಚ್ಚು ಅರ್ಜಿಗಳು ಸ್ವೀಕೃತವಾಗಿವೆ. bbox=[404, 933, 524, 983]
paragraph: ತುಮಕೂರು: ಸಮಾಜದ ಬಡ ವಿದ್ಯಾರ್ಥಿಗಳ ಉನ್ನತ ಶಿಕ್ಷಣಕ್ಕೆ ಒಕ್ಕಲಿಗ ಸಮಾಜದ ಸಂಘಸಂಸ್ಥೆಗಳು ನೆರವಾಗಬೇಕು ಎಂದು ಜಿಲ್ಲಾ ಒಕ್ಕಲಿಗರ ಸಂಘದ ಗೌರವಾಧ್ಯಕ್ಷ ಹನುಮಂತರಾಯಪ್ಪ ಮನವಿ ಮಾಡಿದರು. bbox=[404, 153, 522, 192]
voters-body bbox=[55, 672, 288, 934]
paragraph: ಶಾಸಕ ಬಿ.ಸುರೇಶ್ ಗೌಡ, ಸಂಸದ ಸೇರಿದಂತೆ ಹಲವರು ಭಾಗವಹಿಸಲಿದ್ದಾರೆ. ಕಾರ್ಯಕ್ರಮ ಯಶಸ್ವಿಗೊಳಿಸಲು ಕೋರಿದರು. bbox=[529, 355, 647, 384]
okkaliga-photo bbox=[529, 154, 773, 246]
paragraph: ಈ ವಸ್ತುಪ್ರದರ್ಶನವು ಮುಖ್ಯ ಉದ್ದೇಶ, ಮುಂದಿನ ತಲೆಮಾರಿನ ಯುವಜನರಲ್ಲಿ ಸಾಮಾಜಿಕ ಜವಾಬ್ದಾರಿ, ಸುಸ್ಥಿರತೆ ಹಾಗೂ ನಾವೀನ್ಯತೆ ಬೆಳೆಸುವುದು. ವಿದ್ಯಾರ್ಥಿಗಳು ತಮ್ಮ ಸೃಜನಶೀಲತೆಯನ್ನು ಪ್ರದರ್ಶಿಸಲು ಇದು ವೇದಿಕೆ. bbox=[604, 554, 756, 583]
farmers-body-col1 bbox=[414, 1100, 522, 1338]
flower-garland bbox=[436, 799, 626, 811]
paper-suffix: KANNADA Daily News Paper bbox=[552, 1434, 680, 1446]
imprint-line: Printed by: H.S.PARAMESH, SRI LAKSHMINARASIMHA OFFSET PRINTERS, 7TH CROSS, SRIRAMANAGARA, TUMAKURU, TUMAKURU DIST., KARNATAKA PIN-572101 bbox=[72, 1347, 878, 1358]
paragraph: ನಡೆಯಿತು. ಈ ವೇಳೆ ನೀರಿನ ವ್ಯವಸ್ಥೆ, ರಸ್ತೆ, ಚರಂಡಿ, ವಿದ್ಯುತ್ ಸಮಸ್ಯೆಗಳ ಕುರಿತು ಅರ್ಜಿಗಳು ಬಂದವು. ಗಿಣಿವಜ್ರ ಬೆಟ್ಟದ ಅಭಿವೃದ್ಧಿಗೆ ಅನುದಾನ ಬಿಡುಗಡೆ ಮಾಡಲಾಗುವುದು. bbox=[782, 797, 912, 826]
paragraph: ಅಲ್ಲದೇ, ಈ ಮಾದರಿಗಳ ಪ್ರಾತ್ಯಕ್ಷಿಕೆಯನ್ನು ನೀಡಲಾಗುತ್ತದೆ. ಉತ್ತಮ ತಾಂತ್ರಿಕ ಮಾದರಿಗಳನ್ನು ವಿದ್ಯಾರ್ಥಿಗಳಿಗೆ bbox=[488, 641, 600, 670]
paragraph: ಪಟ್ಟನಾಯಕನಹಳ್ಳಿ ಸ್ವಾಮೀಜಿ, ತಂಬಾರ್ಕಿ ಸಂಸ್ಥಾನ ಮಠದ ಸ್ವಾಮೀಜಿ ಸಾನ್ನಿಧ್ಯ ವಹಿಸಲಿದ್ದಾರೆ. ಜಿಲ್ಲಾ ಒಕ್ಕಲಿಗರ ನೌಕರರ ವೇದಿಕೆ ಅಧ್ಯಕ್ಷ ಟಿ.ಹುಚ್ಚಯ್ಯ ಅಧ್ಯಕ್ಷತೆ ವಹಿಸಲಿದ್ದಾರೆ. bbox=[529, 306, 647, 346]
person-figure bbox=[745, 182, 773, 244]
ramaseva-caption: ಆರ್ಯವೈಶ್ಯ ಶ್ರೀರಾಮ ಸೇವಾ ಸಮಿತಿಯವರು ಏರ್ಪಡಿಸಿರುವ ಭದ್ರಾಚಲಂ ಶ್ರೀ ಸೀತಾ ರಾಮಚಂದ್ರರ ಕಲ್ಯಾಣೋತ್ಸವದ ಭಿತ್ತಿ ಪತ್ರಗಳನ್ನು ಟಿ.ಎಂ.ಸಿ.ಸಿ. ಬ್ಯಾಂಕ್ ಅಧ್ಯಕ್ಷರಾದ ಎನ್. ಎಸ್. ಜಯಕುಮಾರ್ ಬಿಡುಗಡೆ ಮಾಡಿದರು. ಈ ಸಂದರ್ಭದಲ್ಲಿ ಮುಖ್ಯ ಅತಿಥಿಗಳಾದ ಪಿ.ಆರ್. ನಟರಾಜ್ ಶೆಟ್ಟಿ, ಟಿ.ಟಿ.ಸತ್ಯನಾರಾಯಣ ಮತ್ತು ಶ್ರೀ ರಾಮ ಸೇವಾ ಸಮಿತಿ ಸಮಿತಿಯವರು ಉಪಸ್ಥಿತರಿದ್ದರು. bbox=[657, 434, 912, 463]
expo-headline: 'ಎ-ಇನ್ಫಿನಿಟಿ 2025' ಎಕ್ಸ್‌ಪೋ: ವೈಸಿರಿ ಕಾಲೇಜಿನಲ್ಲಿ ವಿಜ್ಞಾನ, ತಂತ್ರಜ್ಞಾನ ಮತ್ತು ಸ್ಟಾರ್ಟ್‌ಅಪ್‌ಗಳ ಸಂಗಮ bbox=[300, 509, 776, 525]
person-head bbox=[272, 153, 290, 173]
person-figure bbox=[410, 813, 450, 885]
paragraph: ಬೇರೆ ರೀತಿಯ ಪರಿಹಾರವನ್ನು ನೀಡಲು ಸರ್ಕಾರ ಮುಂದಾಗಬೇಕು. ರೈತರಿಗೆ ಅನ್ಯಾಯವಾಗದಂತೆ ಕ್ರಮ ಕೈಗೊಳ್ಳಬೇಕು. ಈ ಕುರಿತು ಮುಖ್ಯಮಂತ್ರಿಗಳೊಂದಿಗೆ ಚರ್ಚಿಸುವುದಾಗಿ ತಿಳಿಸಿದರು. bbox=[655, 1202, 773, 1241]
museum-photo bbox=[404, 797, 648, 887]
headline-line: ಮತದಾರರ ಪಟ್ಟಿಗೆ bbox=[96, 614, 220, 639]
column-divider bbox=[399, 88, 400, 503]
person-head bbox=[361, 155, 379, 175]
paragraph: (ಎಐ), ಮಷಿನ್ ಲರ್ನಿಂಗ್, ರೋಬೋಟಿಕ್ಸ್, ಡ್ರೋನ್ ತಂತ್ರಜ್ಞಾನ, ಸೆಟಿಲೈಟ್ ಮಾದರಿಗಳು, ಸರ್ವೋದ್ಯ bbox=[568, 546, 600, 636]
paragraph: ಸಭೆಯಲ್ಲಿ ಹೊನ್ನೆಬಾಗಿ ಗ್ರಾಮ ಪಂಚಾಯಿತಿ ಅಧ್ಯಕ್ಷ ಕೆ.ಶಿವಣ್ಣ, ಜಿ.ಪಂ. ಮಾಜಿ ಸದಸ್ಯ ಪಿ.ಎನ್.ಕೆಂಪರಾಜು, ತಾ.ಪಂ. ಇಒ, ಸಿಡಿಪಿಒ, ಬೆಸ್ಕಾಂ ಅಧಿಕಾರಿಗಳು, ಪಿಡಿಒ ಉಪಸ್ಥಿತರಿದ್ದರು. bbox=[782, 829, 912, 859]
footer-rule bbox=[60, 1343, 890, 1345]
imprint-line: PIN-572132 owned by RADHIKA A.R., D/O RAMAKRISHNAIAH, BEHAIND AC OFFICE, SWEET WATER BOREWELL ROAD, MADHUGIRI, MADHUGIRI TALUK, TUMAKURU DIST. bbox=[52, 1390, 898, 1402]
section-rule bbox=[657, 497, 912, 499]
museum-body-col5 bbox=[782, 796, 912, 1026]
headline-line: ಸೇರ್ಪಡೆಗೊಳ್ಳಲು ಅವಕಾಶ bbox=[67, 644, 249, 669]
person-figure bbox=[719, 178, 747, 244]
paragraph: ಜಿಲ್ಲಾ ಪಂಚಾಯಿತಿ ಸಿಇಒ ಹಾಗೂ ಡಿ.ಆರ್. ರಾಮ್‌ಕುಮಾರ್ ಮಾತನಾಡಿ ತಾಲ್ಲೂಕು ಮಟ್ಟದ ಎಲ್ಲ ಅಧಿಕಾರಿಗಳು ಸ್ಥಳದಲ್ಲೇ ಸಮಸ್ಯೆ ಪರಿಹರಿಸುತ್ತಿದ್ದಾರೆ. ಜನರ ಅರ್ಜಿಗಳನ್ನು ಶೀಘ್ರ ವಿಲೇವಾರಿ ಮಾಡಲಾಗುವುದು ಎಂದರು. bbox=[530, 923, 648, 963]
paragraph: 26ರಂದು ಭಾನುವಾರ ನಡೆಯುವ ಪ್ರತಿಭಾ ಪುರಸ್ಕಾರ ಕಾರ್ಯಕ್ರಮದಲ್ಲಿ ಭಾಗವಹಿಸಬೇಕು ಎಂದರು. bbox=[404, 238, 522, 257]
paragraph: ತಹಶೀಲ್ದಾರ್ ಹಾಗೂ ತಾಲ್ಲೂಕು ಮಟ್ಟದ ಅಧಿಕಾರಿಗಳು ಸಭೆಯಲ್ಲಿ ಹಾಜರಿದ್ದು ಮಾಹಿತಿ ಪಡೆದರು. ಮತದಾರರ ನೋಂದಣಿ ಅಧಿಕಾರಿಗಳ ಜೊತೆ ಕೈಜೋಡಿಸಬೇಕು ಎಂದರು. bbox=[55, 738, 288, 757]
expo-body-col2 bbox=[404, 545, 484, 711]
person-figure bbox=[659, 182, 689, 244]
editor-label: Editor: RADHIKA A.R. bbox=[270, 1434, 369, 1446]
masthead bbox=[28, 58, 918, 82]
poster-prop bbox=[875, 392, 897, 406]
expo-body-col5 bbox=[782, 541, 912, 711]
okkaliga-body-col2 bbox=[529, 263, 647, 351]
person-figure bbox=[454, 811, 494, 885]
paragraph: ವಿದ್ಯಾರ್ಥಿಗಳಿಗೆ 1750 ಮತ್ತು 1850 ರೂ. ವಿದ್ಯಾರ್ಥಿ ವೇತನ ಹೆಚ್ಚಿಸಬೇಕು. ಸರ್ಕಾರಿ ಶಾಲೆಗಳ ಬಲವರ್ಧನೆಗೆ ಕ್ರಮ ಕೈಗೊಳ್ಳಬೇಕು ಎಂದು ಒತ್ತಾಯಿಸಲಾಯಿತು. 4500 ರೂಗಳಿಗೆ ಹೆಚ್ಚಿಸಬೇಕು ಎಂದು ಆಗ್ರಹಿಸಲಾಯಿತು. bbox=[55, 1070, 288, 1089]
farmers-body-col2 bbox=[529, 1201, 647, 1338]
